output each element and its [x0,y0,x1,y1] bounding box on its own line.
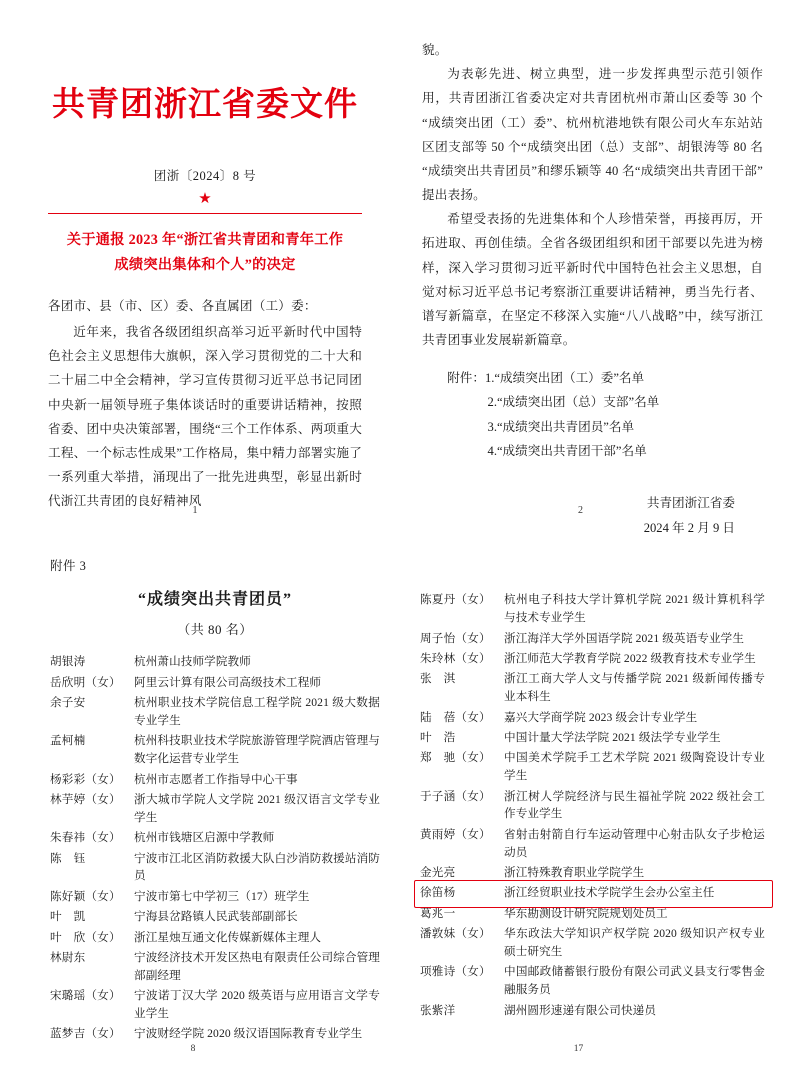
document-number: 团浙〔2024〕8 号 [153,168,257,183]
member-name: 林芋婷（女） [50,792,121,806]
table-row [50,790,380,828]
page-number-1: 1 [192,505,198,516]
table-row [50,948,380,986]
member-name: 黄雨婷（女） [420,827,491,841]
table-row [50,986,380,1024]
member-affiliation: 杭州职业技术学院信息工程学院 2021 级大数据专业学生 [134,695,380,727]
table-row [420,825,765,863]
member-affiliation: 浙江海洋大学外国语学院 2021 级英语专业学生 [504,631,745,645]
member-name: 岳欣明（女） [50,675,121,689]
member-name: 杨彩彩（女） [50,772,121,786]
member-name: 叶 凯 [50,910,86,924]
appendix-title: “成绩突出共青团员” [137,591,292,608]
paragraph-4: 希望受表扬的先进集体和个人珍惜荣誉，再接再厉，开拓进取、再创佳绩。全省各级团组织和团干部要以先进为榜样，深入学习贯彻习近平新时代中国特色社会主义思想，自觉对标习近平总书记考察浙江重要讲话精神，勇当先行者、谱写新篇章，在坚定不移深入实施“八八战略”中，续写浙江共青团事业发展崭新篇章。 [422,212,763,348]
table-row [50,769,380,789]
member-affiliation: 杭州科技职业技术学院旅游管理学院酒店管理与数字化运营专业学生 [134,734,380,766]
table-row [420,707,765,727]
page-number-2: 2 [578,505,583,516]
table-row [420,962,765,1000]
member-name: 徐笛杨 [420,886,456,900]
paragraph-2-tail: 貌。 [422,43,448,57]
member-name: 陈 钰 [50,851,86,865]
red-divider-line [48,213,362,215]
table-row [50,731,380,769]
member-name: 潘敦妹（女） [420,927,491,941]
member-affiliation: 浙江工商大学人文与传播学院 2021 级新闻传播专业本科生 [504,672,765,704]
table-row [50,672,380,692]
member-name: 林尉东 [50,950,86,964]
table-row [420,904,765,924]
member-name: 宋璐瑶（女） [50,989,121,1003]
member-affiliation: 嘉兴大学商学院 2023 级会计专业学生 [504,710,698,724]
table-row [50,693,380,731]
signature-block [422,491,763,541]
member-name: 葛兆一 [420,906,456,920]
page-number-17: 17 [573,1044,584,1054]
member-affiliation: 湖州圆形速递有限公司快递员 [504,1003,657,1017]
member-affiliation: 省射击射箭自行车运动管理中心射击队女子步枪运动员 [504,827,765,859]
member-affiliation: 杭州市志愿者工作指导中心干事 [134,772,298,786]
name-table-right [420,590,765,1021]
document-page-2 [410,0,799,536]
table-row [420,669,765,707]
attachment-item-4: 4.“成绩突出共青团干部”名单 [487,443,647,458]
member-name: 余子安 [50,695,86,709]
table-row [420,863,765,883]
member-affiliation: 宁波经济技术开发区热电有限责任公司综合管理部副经理 [134,950,380,982]
table-row [50,828,380,848]
member-name: 金光亮 [420,866,456,880]
member-name: 叶 欣（女） [50,930,121,944]
member-affiliation: 华东政法大学知识产权学院 2020 级知识产权专业硕士研究生 [504,927,765,959]
member-affiliation: 浙大城市学院人文学院 2021 级汉语言文学专业学生 [134,792,380,824]
salutation: 各团市、县（市、区）委、各直属团（工）委： [48,298,317,313]
table-row [50,907,380,927]
member-name: 胡银涛 [50,655,86,669]
attachment-item-3: 3.“成绩突出共青团员”名单 [487,419,635,434]
attachment-item-1: 附件：1.“成绩突出团（工）委”名单 [447,371,645,386]
member-affiliation: 浙江特殊教育职业学院学生 [504,866,645,880]
member-affiliation: 浙江星烛互通文化传媒新媒体主理人 [134,930,322,944]
member-name: 陈夏丹（女） [420,593,491,607]
table-row [420,924,765,962]
table-row [50,652,380,672]
decision-title-line1: 关于通报 2023 年“浙江省共青团和青年工作 [66,232,344,249]
member-name: 蓝梦吉（女） [50,1027,121,1041]
appendix-subtitle: （共 80 名） [177,622,253,637]
table-row [420,883,765,903]
member-affiliation: 浙江经贸职业技术学院学生会办公室主任 [504,886,715,900]
member-name: 项雅诗（女） [420,965,491,979]
member-affiliation: 浙江树人学院经济与民生福祉学院 2022 级社会工作专业学生 [504,789,765,821]
signature-organization: 共青团浙江省委 [646,495,735,510]
member-name: 于子涵（女） [420,789,491,803]
member-affiliation: 中国计量大学法学院 2021 级法学专业学生 [504,730,721,744]
member-affiliation: 宁波市江北区消防救援大队白沙消防救援站消防员 [134,851,380,883]
table-row [420,728,765,748]
document-page-1 [0,0,410,530]
member-affiliation: 阿里云计算有限公司高级技术工程师 [134,675,322,689]
member-affiliation: 中国邮政储蓄银行股份有限公司武义县支行零售金融服务员 [504,965,765,997]
table-row [50,927,380,947]
name-table-left [50,652,380,1045]
member-name: 周子怡（女） [420,631,491,645]
member-name: 孟柯楠 [50,734,86,748]
table-row [420,1001,765,1021]
paragraph-3: 为表彰先进、树立典型，进一步发挥典型示范引领作用，共青团浙江省委决定对共青团杭州市萧山区委等 30 个“成绩突出团（工）委”、杭州杭港地铁有限公司火车东站站区团支部等 50 个“成绩突出团（总）支部”、胡银涛等 80 名“成绩突出共青团员”和缪乐颖等 40 名“成绩突出共青团干部”提出表扬。 [422,67,763,203]
member-name: 朱春祎（女） [50,831,121,845]
table-row [420,628,765,648]
table-row [420,590,765,628]
appendix-page-17 [410,540,799,1066]
member-affiliation: 宁海县岔路镇人民武装部副部长 [134,910,298,924]
member-name: 朱玲林（女） [420,651,491,665]
member-name: 陆 蓓（女） [420,710,491,724]
member-name: 张紫洋 [420,1003,456,1017]
table-row [420,786,765,824]
member-affiliation: 杭州电子科技大学计算机学院 2021 级计算机科学与技术专业学生 [504,593,765,625]
member-affiliation: 杭州萧山技师学院教师 [134,655,251,669]
table-row [50,887,380,907]
decision-title-line2: 成绩突出集体和个人”的决定 [114,257,296,274]
table-row [420,748,765,786]
member-name: 陈好颖（女） [50,889,121,903]
member-name: 叶 浩 [420,730,456,744]
signature-date: 2024 年 2 月 9 日 [643,521,735,536]
table-row [50,1024,380,1044]
page-number-8: 8 [190,1044,196,1054]
attachment-item-2: 2.“成绩突出团（总）支部”名单 [487,395,660,410]
member-name: 张 淇 [420,672,456,686]
red-star-icon: ★ [198,190,212,207]
paragraph-1: 近年来，我省各级团组织高举习近平新时代中国特色社会主义思想伟大旗帜，深入学习贯彻党的二十大和二十届二中全会精神，学习宣传贯彻习近平总书记同团中央新一届领导班子集体谈话时的重要讲话精神，按照省委、团中央决策部署，围绕“三个工作体系、两项重大工程、一个标志性成果”工作格局，集中精力部署实施了一系列重大举措，涌现出了一批先进典型，彰显出新时代浙江共青团的良好精神风 [48,325,362,509]
attachment-list [422,366,763,463]
appendix-label: 附件 3 [50,559,87,573]
member-affiliation: 宁波诺丁汉大学 2020 级英语与应用语言文学专业学生 [134,989,380,1021]
member-affiliation: 宁波财经学院 2020 级汉语国际教育专业学生 [134,1027,363,1041]
red-masthead: 共青团浙江省委文件 [52,87,358,123]
bottom-spread [0,540,799,1066]
table-row [420,649,765,669]
member-affiliation: 杭州市钱塘区启源中学教师 [134,831,275,845]
member-affiliation: 宁波市第七中学初三（17）班学生 [134,889,310,903]
member-name: 郑 驰（女） [420,751,491,765]
member-affiliation: 华东勘测设计研究院规划处员工 [504,906,668,920]
appendix-page-8 [0,540,410,1066]
member-affiliation: 中国美术学院手工艺术学院 2021 级陶瓷设计专业学生 [504,751,765,783]
table-row [50,848,380,886]
member-affiliation: 浙江师范大学教育学院 2022 级教育技术专业学生 [504,651,756,665]
